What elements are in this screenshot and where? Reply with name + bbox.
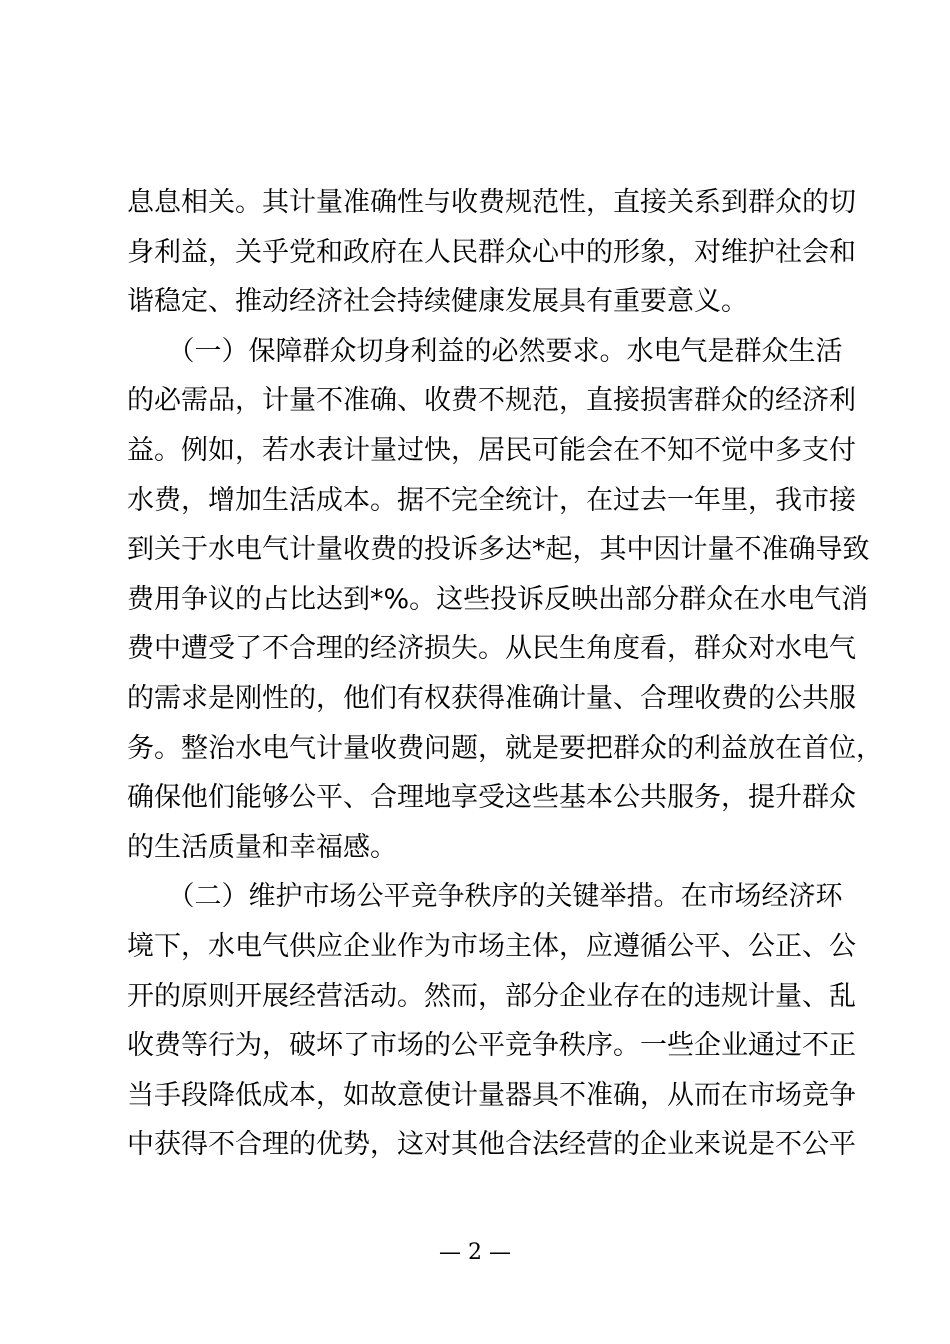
text-line: 费用争议的占比达到*%。这些投诉反映出部分群众在水电气消 [127,583,869,615]
text-line: 收费等行为，破坏了市场的公平竞争秩序。一些企业通过不正 [127,1030,856,1062]
text-line: 确保他们能够公平、合理地享受这些基本公共服务，提升群众 [127,782,856,814]
text-line: 的需求是刚性的，他们有权获得准确计量、合理收费的公共服 [127,682,856,714]
text-line: 身利益，关乎党和政府在人民群众心中的形象，对维护社会和 [127,236,856,268]
text-line: 的必需品，计量不准确、收费不规范，直接损害群众的经济利 [127,385,856,417]
text-line: 当手段降低成本，如故意使计量器具不准确，从而在市场竞争 [127,1079,856,1111]
text-line: 费中遭受了不合理的经济损失。从民生角度看，群众对水电气 [127,633,856,665]
text-line: 的生活质量和幸福感。 [127,831,397,863]
text-line: 境下，水电气供应企业作为市场主体，应遵循公平、公正、公 [127,930,856,962]
text-line: 水费，增加生活成本。据不完全统计，在过去一年里，我市接 [127,484,856,516]
text-line: 到关于水电气计量收费的投诉多达*起，其中因计量不准确导致 [127,534,870,566]
body-text [127,178,883,1170]
text-line: （一）保障群众切身利益的必然要求。水电气是群众生活 [127,335,843,367]
page-number: — 2 — [439,1240,511,1265]
text-line: 益。例如，若水表计量过快，居民可能会在不知不觉中多支付 [127,434,856,466]
text-line: 息息相关。其计量准确性与收费规范性，直接关系到群众的切 [127,187,856,218]
text-line: （二）维护市场公平竞争秩序的关键举措。在市场经济环 [127,881,843,913]
text-line: 中获得不合理的优势，这对其他合法经营的企业来说是不公平 [127,1129,856,1161]
text-line: 务。整治水电气计量收费问题，就是要把群众的利益放在首位， [127,732,883,764]
text-line: 开的原则开展经营活动。然而，部分企业存在的违规计量、乱 [127,980,856,1012]
text-line: 谐稳定、推动经济社会持续健康发展具有重要意义。 [127,286,748,318]
